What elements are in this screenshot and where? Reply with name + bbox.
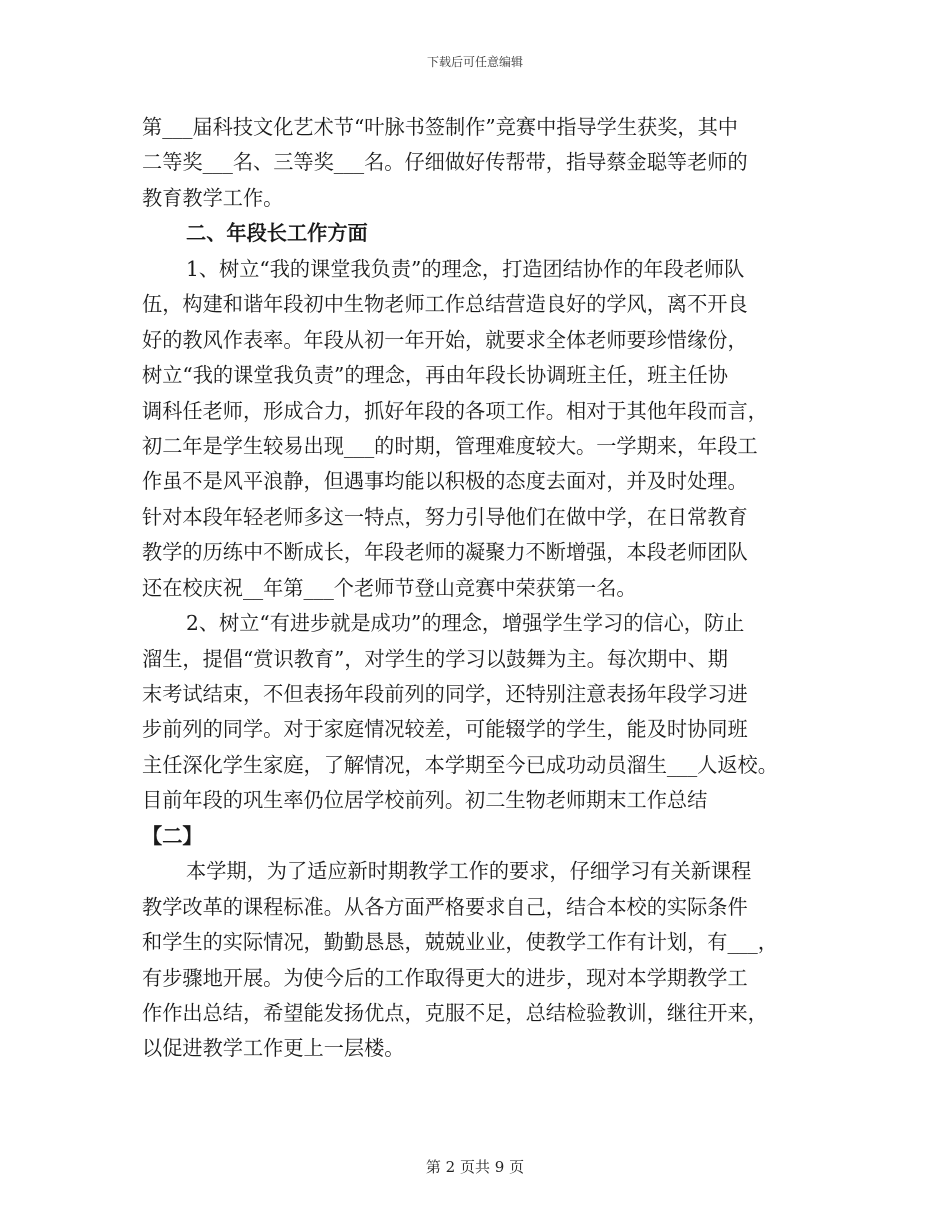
text-line: 目前年段的巩生率仍位居学校前列。初二生物老师期末工作总结 (142, 788, 708, 813)
page-header: 下载后可任意编辑 (426, 55, 523, 69)
text-line: 针对本段年轻老师多这一特点，努力引导他们在做中学，在日常教育 (142, 504, 748, 529)
text-line: 调科任老师，形成合力，抓好年段的各项工作。相对于其他年段而言， (142, 398, 768, 423)
text-line: 教学改革的课程标准。从各方面严格要求自己，结合本校的实际条件 (142, 894, 748, 919)
text-line: 溜生，提倡“赏识教育”，对学生的学习以鼓舞为主。每次期中、期 (142, 646, 728, 671)
section-heading: 二、年段长工作方面 (186, 221, 368, 246)
text-line: 教学的历练中不断成长，年段老师的凝聚力不断增强，本段老师团队 (142, 540, 748, 565)
text-line: 二等奖___名、三等奖___名。仔细做好传帮带，指导蔡金聪等老师的 (142, 150, 748, 175)
text-line: 主任深化学生家庭，了解情况，本学期至今已成功动员溜生___人返校。 (142, 752, 778, 777)
text-line: 步前列的同学。对于家庭情况较差，可能辍学的学生，能及时协同班 (142, 717, 748, 742)
text-line: 初二年是学生较易出现___的时期，管理难度较大。一学期来，年段工 (142, 433, 758, 458)
section-heading: 【二】 (142, 823, 203, 848)
text-line: 2、树立“有进步就是成功”的理念，增强学生学习的信心，防止 (186, 611, 745, 636)
text-line: 还在校庆祝__年第___个老师节登山竞赛中荣获第一名。 (142, 575, 637, 600)
page-footer: 第 2 页共 9 页 (425, 1158, 525, 1176)
text-line: 和学生的实际情况，勤勤恳恳，兢兢业业，使教学工作有计划，有___， (142, 930, 778, 955)
text-line: 教育教学工作。 (142, 185, 284, 210)
text-line: 有步骤地开展。为使今后的工作取得更大的进步，现对本学期教学工 (142, 965, 748, 990)
document-body (142, 110, 822, 1067)
text-line: 树立“我的课堂我负责”的理念，再由年段长协调班主任，班主任协 (142, 363, 728, 388)
text-line: 好的教风作表率。年段从初一年开始，就要求全体老师要珍惜缘份， (142, 327, 748, 352)
text-line: 伍，构建和谐年段初中生物老师工作总结营造良好的学风，离不开良 (142, 292, 748, 317)
text-line: 作作出总结，希望能发扬优点，克服不足，总结检验教训，继往开来， (142, 1000, 768, 1025)
text-line: 第___届科技文化艺术节“叶脉书签制作”竞赛中指导学生获奖，其中 (142, 115, 738, 139)
text-line: 以促进教学工作更上一层楼。 (142, 1036, 405, 1061)
text-line: 作虽不是风平浪静，但遇事均能以积极的态度去面对，并及时处理。 (142, 469, 748, 494)
text-line: 末考试结束，不但表扬年段前列的同学，还特别注意表扬年段学习进 (142, 682, 748, 706)
text-line: 本学期，为了适应新时期教学工作的要求，仔细学习有关新课程 (186, 859, 752, 884)
text-line: 1、树立“我的课堂我负责”的理念，打造团结协作的年段老师队 (186, 256, 745, 281)
